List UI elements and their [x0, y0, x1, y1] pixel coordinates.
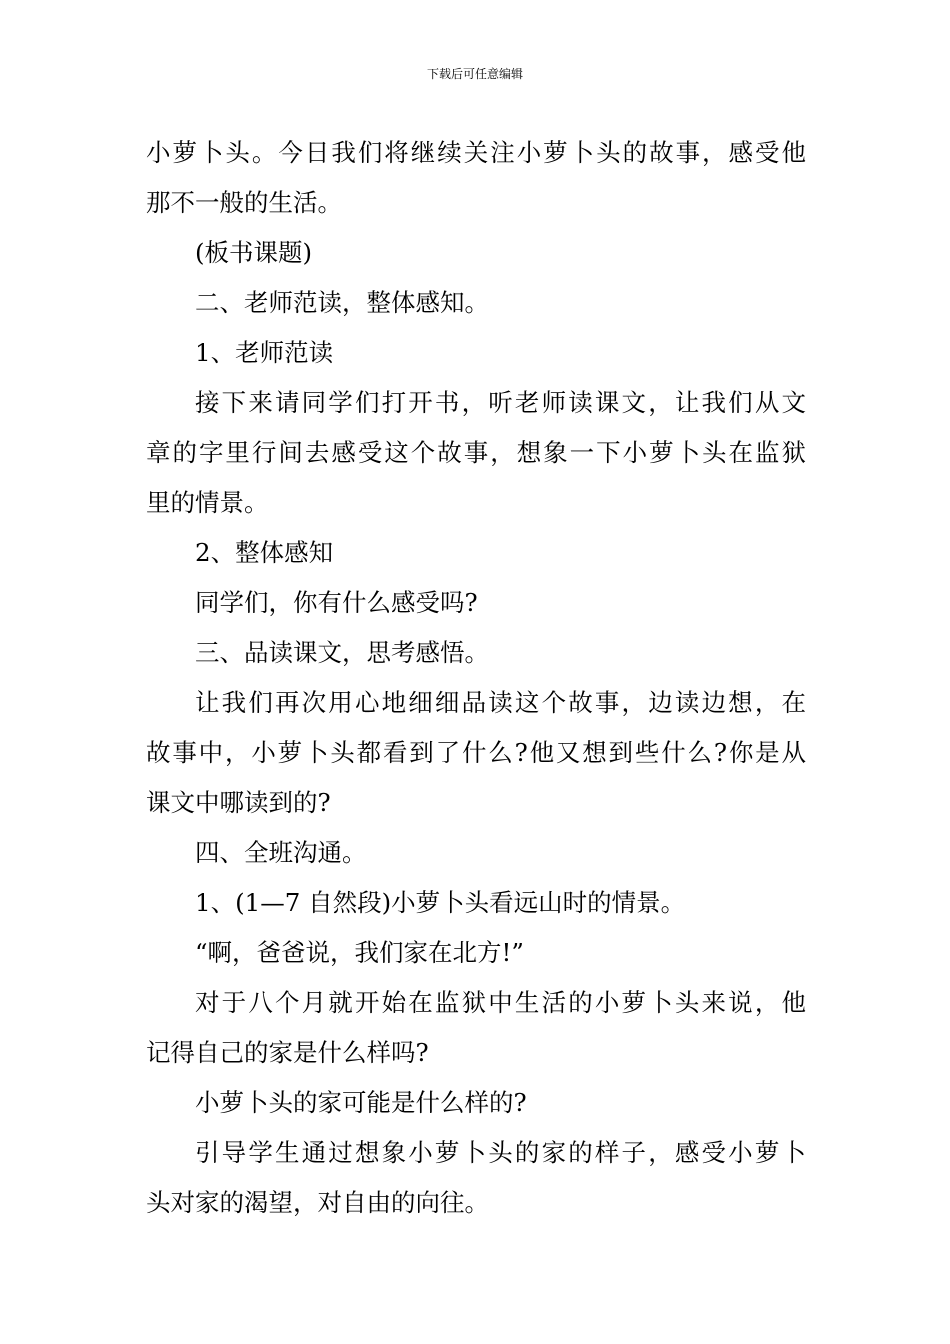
text-line: 2、整体感知	[195, 538, 334, 567]
text-line: “啊，爸爸说，我们家在北方!”	[195, 938, 524, 967]
paragraph	[146, 828, 806, 878]
page-header: 下载后可任意编辑	[426, 67, 523, 81]
paragraph	[146, 1128, 806, 1228]
text-line: 那不一般的生活。	[146, 188, 342, 217]
text-line: 课文中哪读到的?	[146, 788, 331, 817]
paragraph	[146, 1078, 806, 1128]
text-line: 记得自己的家是什么样吗?	[146, 1038, 429, 1067]
paragraph	[146, 578, 806, 628]
text-line: 1、老师范读	[195, 338, 334, 367]
paragraph	[146, 628, 806, 678]
text-line: 小萝卜头。今日我们将继续关注小萝卜头的故事，感受他	[146, 138, 806, 167]
paragraph	[146, 928, 806, 978]
text-line: 引导学生通过想象小萝卜头的家的样子，感受小萝卜	[195, 1138, 806, 1167]
paragraph	[146, 878, 806, 928]
text-line: 接下来请同学们打开书，听老师读课文，让我们从文	[195, 388, 806, 417]
paragraph	[146, 528, 806, 578]
paragraph	[146, 978, 806, 1078]
text-line: 四、全班沟通。	[195, 838, 367, 867]
text-line: 章的字里行间去感受这个故事，想象一下小萝卜头在监狱	[146, 438, 806, 467]
text-line: 1、(1—7 自然段)小萝卜头看远山时的情景。	[195, 888, 686, 917]
document-body	[146, 128, 806, 1228]
paragraph	[146, 278, 806, 328]
text-line: 小萝卜头的家可能是什么样的?	[195, 1088, 527, 1117]
paragraph	[146, 678, 806, 828]
text-line: 同学们，你有什么感受吗?	[195, 588, 478, 617]
text-line: 故事中，小萝卜头都看到了什么?他又想到些什么?你是从	[146, 738, 806, 767]
text-line: 二、老师范读，整体感知。	[195, 288, 489, 317]
paragraph	[146, 128, 806, 228]
paragraph	[146, 328, 806, 378]
text-line: 头对家的渴望，对自由的向往。	[146, 1188, 489, 1217]
text-line: 里的情景。	[146, 488, 269, 517]
text-line: (板书课题)	[195, 238, 313, 267]
paragraph	[146, 228, 806, 278]
text-line: 三、品读课文，思考感悟。	[195, 638, 489, 667]
text-line: 让我们再次用心地细细品读这个故事，边读边想，在	[195, 688, 806, 717]
paragraph	[146, 378, 806, 528]
text-line: 对于八个月就开始在监狱中生活的小萝卜头来说，他	[195, 988, 806, 1017]
